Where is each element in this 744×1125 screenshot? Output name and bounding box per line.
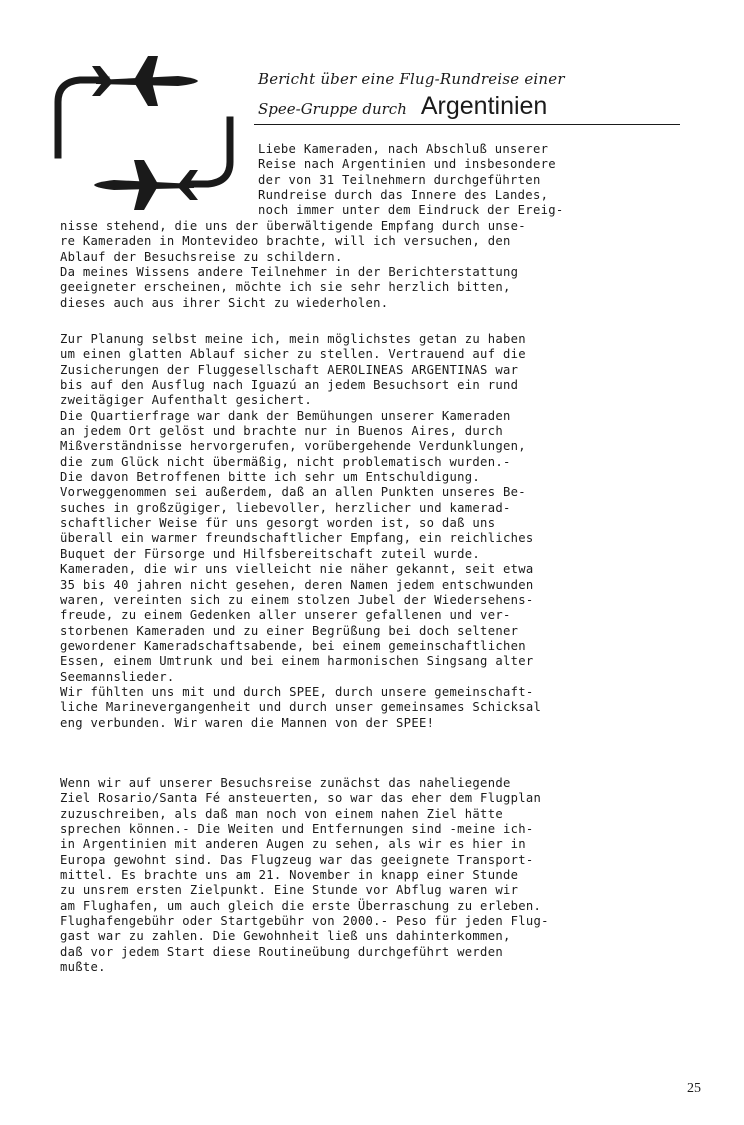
text-line: mußte. <box>60 960 106 975</box>
text-line: Europa gewohnt sind. Das Flugzeug war das geeignete Transport- <box>60 852 534 867</box>
text-line: waren, vereinten sich zu einem stolzen Jubel der Wiedersehens- <box>60 592 534 607</box>
paragraph-1-intro <box>258 142 678 219</box>
text-line: eng verbunden. Wir waren die Mannen von der SPEE! <box>60 715 435 730</box>
text-line: um einen glatten Ablauf sicher zu stellen. Vertrauend auf die <box>60 347 526 362</box>
text-line: Liebe Kameraden, nach Abschluß unserer <box>258 142 549 156</box>
page-number: 25 <box>687 1081 701 1096</box>
text-line: suches in großzügiger, liebevoller, herzlicher und kamerad- <box>60 500 511 515</box>
text-line: Flughafengebühr oder Startgebühr von 2000.- Peso für jeden Flug- <box>60 914 549 929</box>
text-line: mittel. Es brachte uns am 21. November in knapp einer Stunde <box>60 868 519 883</box>
airplane-round-trip-icon <box>48 50 248 220</box>
text-line: Wenn wir auf unserer Besuchsreise zunächst das naheliegende <box>60 776 511 790</box>
paragraph-3 <box>60 776 710 975</box>
report-title-prefix: Spee-Gruppe durch <box>258 100 407 118</box>
paragraph-2 <box>60 332 710 731</box>
text-line: Ziel Rosario/Santa Fé ansteuerten, so war das eher dem Flugplan <box>60 791 542 806</box>
text-line: freude, zu einem Gedenken aller unserer gefallenen und ver- <box>60 608 511 623</box>
text-line: re Kameraden in Montevideo brachte, will ich versuchen, den <box>60 234 511 249</box>
text-line: der von 31 Teilnehmern durchgeführten <box>258 172 541 187</box>
text-line: an jedem Ort gelöst und brachte nur in Buenos Aires, durch <box>60 424 503 439</box>
text-line: Mißverständnisse hervorgerufen, vorübergehende Verdunklungen, <box>60 439 526 454</box>
text-line: Die davon Betroffenen bitte ich sehr um Entschuldigung. <box>60 470 481 485</box>
text-line: sprechen können.- Die Weiten und Entfernungen sind -meine ich- <box>60 822 534 837</box>
text-line: gast war zu zahlen. Die Gewohnheit ließ uns dahinterkommen, <box>60 929 511 944</box>
text-line: Buquet der Fürsorge und Hilfsbereitschaft zuteil wurde. <box>60 546 481 561</box>
text-line: storbenen Kameraden und zu einer Begrüßung bei doch seltener <box>60 623 519 638</box>
text-line: zu unsrem ersten Zielpunkt. Eine Stunde vor Abflug waren wir <box>60 883 519 898</box>
text-line: daß vor jedem Start diese Routineübung durchgeführt werden <box>60 944 503 959</box>
text-line: Zusicherungen der Fluggesellschaft AEROLINEAS ARGENTINAS war <box>60 362 519 377</box>
text-line: geeigneter erscheinen, möchte ich sie sehr herzlich bitten, <box>60 280 511 295</box>
text-line: liche Marinevergangenheit und durch unser gemeinsames Schicksal <box>60 700 542 715</box>
text-line: Seemannslieder. <box>60 669 175 684</box>
text-line: Ablauf der Besuchsreise zu schildern. <box>60 249 343 264</box>
text-line: Vorweggenommen sei außerdem, daß an allen Punkten unseres Be- <box>60 485 526 500</box>
text-line: 35 bis 40 jahren nicht gesehen, deren Namen jedem entschwunden <box>60 577 534 592</box>
text-line: zuzuschreiben, als daß man noch von einem nahen Ziel hätte <box>60 806 503 821</box>
text-line: am Flughafen, um auch gleich die erste Überraschung zu erleben. <box>60 898 542 913</box>
text-line: Kameraden, die wir uns vielleicht nie näher gekannt, seit etwa <box>60 562 534 577</box>
text-line: Wir fühlten uns mit und durch SPEE, durch unsere gemeinschaft- <box>60 684 534 699</box>
text-line: gewordener Kameradschaftsabende, bei einem gemeinschaftlichen <box>60 638 526 653</box>
text-line: nisse stehend, die uns der überwältigende Empfang durch unse- <box>60 219 526 233</box>
text-line: Essen, einem Umtrunk und bei einem harmonischen Singsang alter <box>60 654 534 669</box>
text-line: Da meines Wissens andere Teilnehmer in der Berichterstattung <box>60 265 519 280</box>
text-line: Reise nach Argentinien und insbesondere <box>258 157 556 172</box>
text-line: die zum Glück nicht übermäßig, nicht problematisch wurden.- <box>60 454 511 469</box>
text-line: überall ein warmer freundschaftlicher Empfang, ein reichliches <box>60 531 534 546</box>
report-title-line2 <box>258 92 547 121</box>
text-line: Zur Planung selbst meine ich, mein möglichstes getan zu haben <box>60 332 526 346</box>
text-line: zweitägiger Aufenthalt gesichert. <box>60 393 313 408</box>
text-line: Rundreise durch das Innere des Landes, <box>258 188 549 203</box>
text-line: dieses auch aus ihrer Sicht zu wiederholen. <box>60 295 389 310</box>
report-title-line1: Bericht über eine Flug-Rundreise einer <box>258 70 565 88</box>
text-line: noch immer unter dem Eindruck der Ereig- <box>258 203 564 218</box>
text-line: bis auf den Ausflug nach Iguazú an jedem Besuchsort ein rund <box>60 378 519 393</box>
paragraph-1-continuation <box>60 219 710 311</box>
text-line: in Argentinien mit anderen Augen zu sehen, als wir es hier in <box>60 837 526 852</box>
title-underline <box>254 124 680 125</box>
report-title-country: Argentinien <box>420 92 548 120</box>
text-line: Die Quartierfrage war dank der Bemühungen unserer Kameraden <box>60 408 511 423</box>
text-line: schaftlicher Weise für uns gesorgt worden ist, so daß uns <box>60 516 496 531</box>
